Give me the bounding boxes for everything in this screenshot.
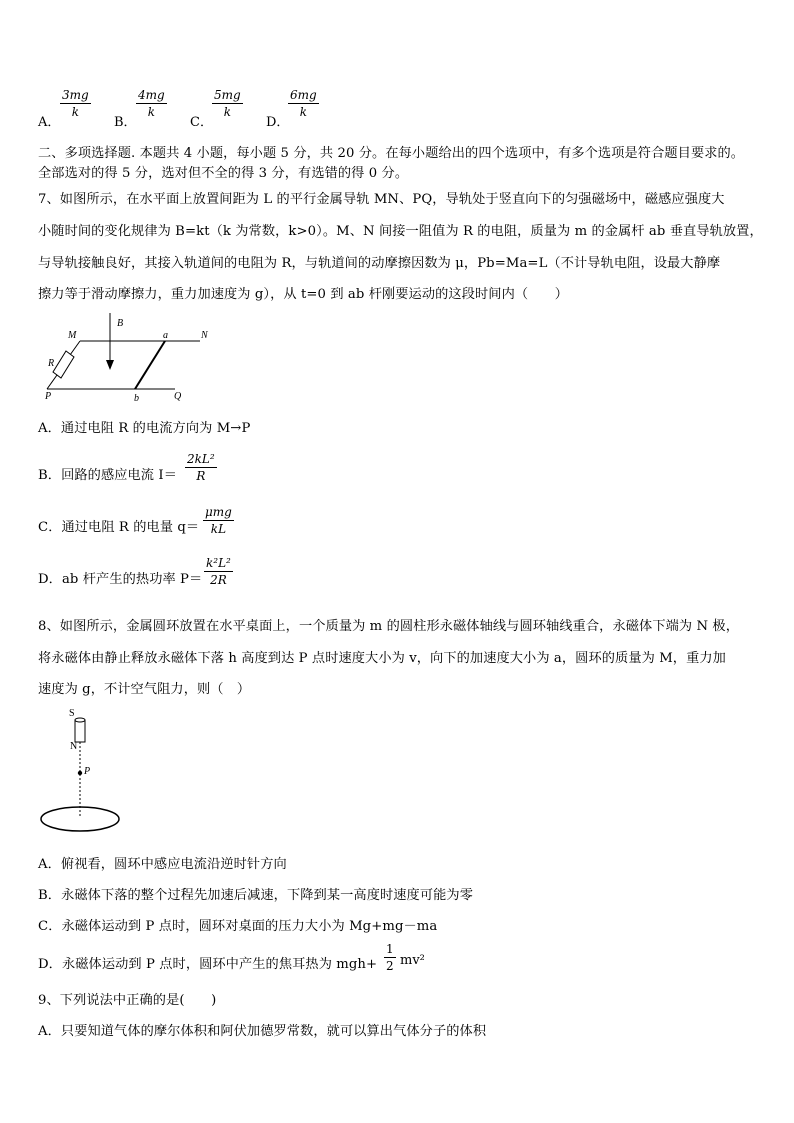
q9-stem: 9、下列说法中正确的是( ) [38,993,217,1008]
q7-option-b-num: 2kL² [187,452,215,466]
q8-option-a: A．俯视看，圆环中感应电流沿逆时针方向 [38,857,287,872]
q8-stem-line2: 将永磁体由静止释放永磁体下落 h 高度到达 P 点时速度大小为 v，向下的加速度大小为 a，圆环的质量为 M，重力加 [38,651,726,666]
q7-stem-line2: 小随时间的变化规律为 B=kt（k 为常数，k>0）。M、N 间接一阻值为 R 的电阻，质量为 m 的金属杆 ab 垂直导轨放置， [38,224,763,239]
q8-stem-line3: 速度为 g，不计空气阻力，则（ ） [38,682,251,697]
q9-option-a: A．只要知道气体的摩尔体积和阿伏加德罗常数，就可以算出气体分子的体积 [38,1024,487,1039]
q8-label-p: P [84,766,91,777]
q7-option-c-den: kL [210,522,227,536]
q8-option-d-suffix: mv² [400,953,425,968]
q6-option-b-num: 4mg [138,88,165,102]
section2-line1: 二、多项选择题. 本题共 4 小题，每小题 5 分，共 20 分。在每小题给出的四个选项中，有多个选项是符合题目要求的。 [38,146,745,161]
q8-option-d-num: 1 [386,942,394,956]
q8-label-n: N [70,741,78,752]
q7-label-r: R [48,358,55,369]
q6-option-a-den: k [71,105,79,119]
q7-stem-line4: 擦力等于滑动摩擦力，重力加速度为 g），从 t=0 到 ab 杆刚要运动的这段时间内（ ） [38,287,569,302]
q7-label-b: b [134,393,139,404]
q7-option-c-num: μmg [205,505,232,519]
q6-option-d-den: k [299,105,307,119]
q6-option-b-den: k [147,105,155,119]
q6-option-c-den: k [223,105,231,119]
q6-option-d-num: 6mg [290,88,317,102]
q7-option-d-prefix: D．ab 杆产生的热功率 P＝ [38,572,203,587]
q6-option-b-letter: B． [114,115,137,130]
q7-stem-line1: 7、如图所示，在水平面上放置间距为 L 的平行金属导轨 MN、PQ，导轨处于竖直向下的匀强磁场中，磁感应强度大 [38,192,725,207]
q8-option-d-fraction [384,942,396,973]
q7-label-p: P [45,391,52,402]
q7-option-b-den: R [196,469,206,483]
q6-option-d-letter: D． [266,115,290,130]
q7-label-n: N [201,330,208,341]
q7-label-q: Q [174,391,182,402]
q8-option-d-prefix: D．永磁体运动到 P 点时，圆环中产生的焦耳热为 mgh+ [38,957,378,972]
q6-option-c-letter: C． [190,115,213,130]
q8-stem-line1: 8、如图所示，金属圆环放置在水平桌面上，一个质量为 m 的圆柱形永磁体轴线与圆环轴线重合，永磁体下端为 N 极， [38,619,739,634]
q7-option-a: A．通过电阻 R 的电流方向为 M→P [38,421,251,436]
q7-stem-line3: 与导轨接触良好，其接入轨道间的电阻为 R，与轨道间的动摩擦因数为 μ，Pb=Ma=L（不计导轨电阻，设最大静摩 [38,256,721,271]
q7-option-c-prefix: C．通过电阻 R 的电量 q＝ [38,520,200,535]
section2-line2: 全部选对的得 5 分，选对但不全的得 3 分，有选错的得 0 分。 [38,166,409,181]
q7-option-d-num: k²L² [206,556,231,570]
q7-label-b-field: B [117,318,124,329]
q8-option-c: C．永磁体运动到 P 点时，圆环对桌面的压力大小为 Mg+mg－ma [38,919,438,934]
q7-option-b-prefix: B．回路的感应电流 I＝ [38,468,177,483]
q8-option-b: B．永磁体下落的整个过程先加速后减速，下降到某一高度时速度可能为零 [38,888,473,903]
q7-label-m: M [68,330,77,341]
q6-option-a-num: 3mg [62,88,89,102]
q7-option-d-den: 2R [210,573,227,587]
q8-option-d-den: 2 [386,959,394,973]
q6-option-c-num: 5mg [214,88,241,102]
q6-option-a-letter: A． [38,115,61,130]
q8-label-s: S [69,708,75,719]
q7-label-a: a [163,330,168,341]
